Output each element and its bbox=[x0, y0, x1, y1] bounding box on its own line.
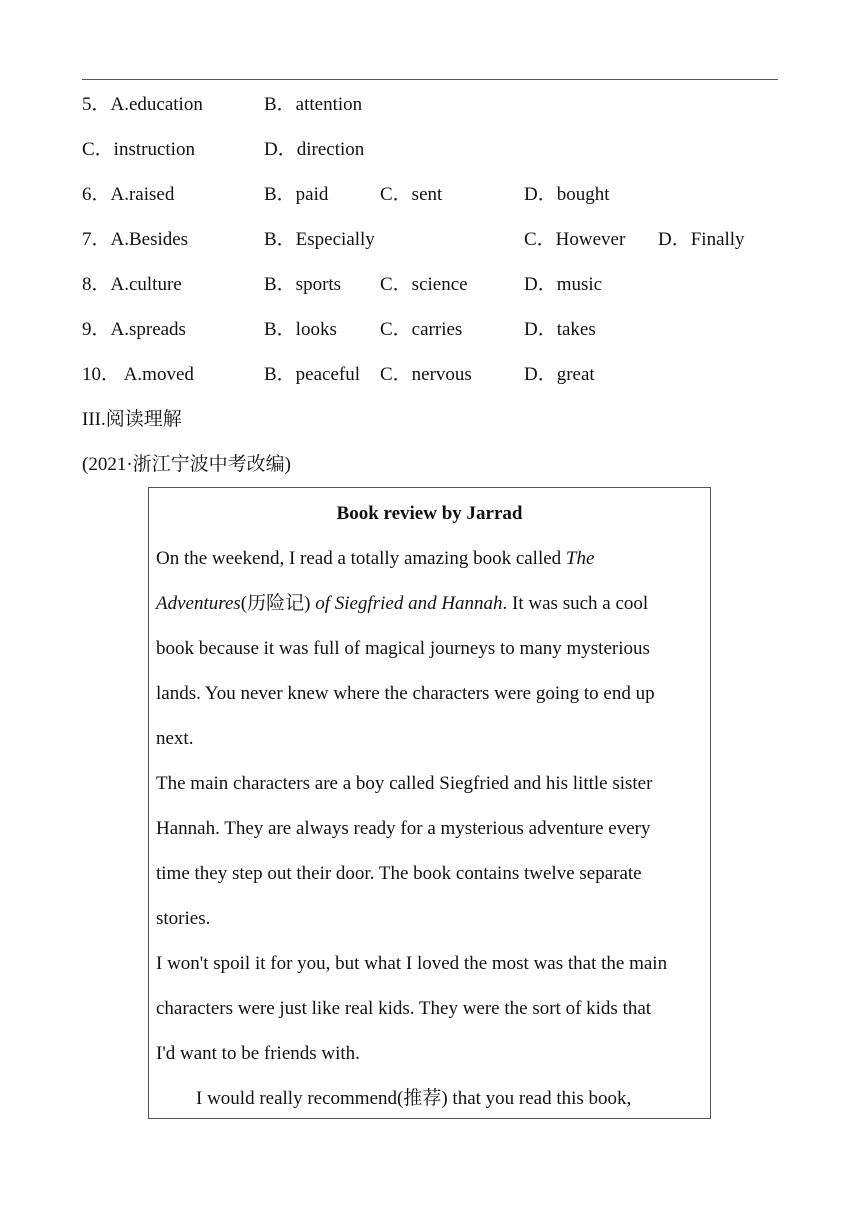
review-line: time they step out their door. The book contains twelve separate bbox=[156, 863, 642, 884]
review-line: On the weekend, I read a totally amazing book called The bbox=[156, 548, 595, 569]
top-rule bbox=[82, 79, 778, 80]
review-line: book because it was full of magical journeys to many mysterious bbox=[156, 638, 650, 659]
option-b: B．peaceful bbox=[264, 364, 361, 385]
option-d: D．direction bbox=[264, 139, 365, 160]
book-review-box bbox=[148, 487, 711, 1119]
review-line: I won't spoil it for you, but what I loved the most was that the main bbox=[156, 953, 668, 974]
section-heading: III.阅读理解 bbox=[82, 409, 182, 430]
option-c: C．instruction bbox=[82, 139, 195, 160]
review-line: lands. You never knew where the characters were going to end up bbox=[156, 683, 655, 704]
option-d: D．bought bbox=[524, 184, 610, 205]
review-line: Adventures(历险记) of Siegfried and Hannah. It was such a cool bbox=[156, 593, 649, 614]
option-d: D．Finally bbox=[658, 229, 745, 250]
option-c: C．carries bbox=[380, 319, 463, 340]
review-line: I'd want to be friends with. bbox=[156, 1043, 360, 1064]
option-c: C．sent bbox=[380, 184, 443, 205]
option-d: D．takes bbox=[524, 319, 596, 340]
option-d: D．music bbox=[524, 274, 603, 295]
option-c: C．However bbox=[524, 229, 626, 250]
option-a: 6．A.raised bbox=[82, 184, 175, 205]
review-line: The main characters are a boy called Siegfried and his little sister bbox=[156, 773, 653, 794]
option-b: B．Especially bbox=[264, 229, 375, 250]
option-b: B．paid bbox=[264, 184, 329, 205]
option-a: 7．A.Besides bbox=[82, 229, 189, 250]
review-line: Hannah. They are always ready for a mysterious adventure every bbox=[156, 818, 651, 839]
option-a: 10． A.moved bbox=[82, 364, 194, 385]
source-note: (2021·浙江宁波中考改编) bbox=[82, 454, 291, 475]
option-a: 9．A.spreads bbox=[82, 319, 186, 340]
option-a: 5．A.education bbox=[82, 94, 203, 115]
option-d: D．great bbox=[524, 364, 595, 385]
option-c: C．science bbox=[380, 274, 468, 295]
option-b: B．sports bbox=[264, 274, 342, 295]
option-b: B．attention bbox=[264, 94, 363, 115]
review-line: stories. bbox=[156, 908, 211, 929]
review-title: Book review by Jarrad bbox=[336, 503, 523, 524]
option-a: 8．A.culture bbox=[82, 274, 182, 295]
option-c: C．nervous bbox=[380, 364, 472, 385]
review-line: next. bbox=[156, 728, 194, 749]
review-line: I would really recommend(推荐) that you read this book, bbox=[196, 1088, 632, 1109]
option-b: B．looks bbox=[264, 319, 337, 340]
review-line: characters were just like real kids. They were the sort of kids that bbox=[156, 998, 652, 1019]
